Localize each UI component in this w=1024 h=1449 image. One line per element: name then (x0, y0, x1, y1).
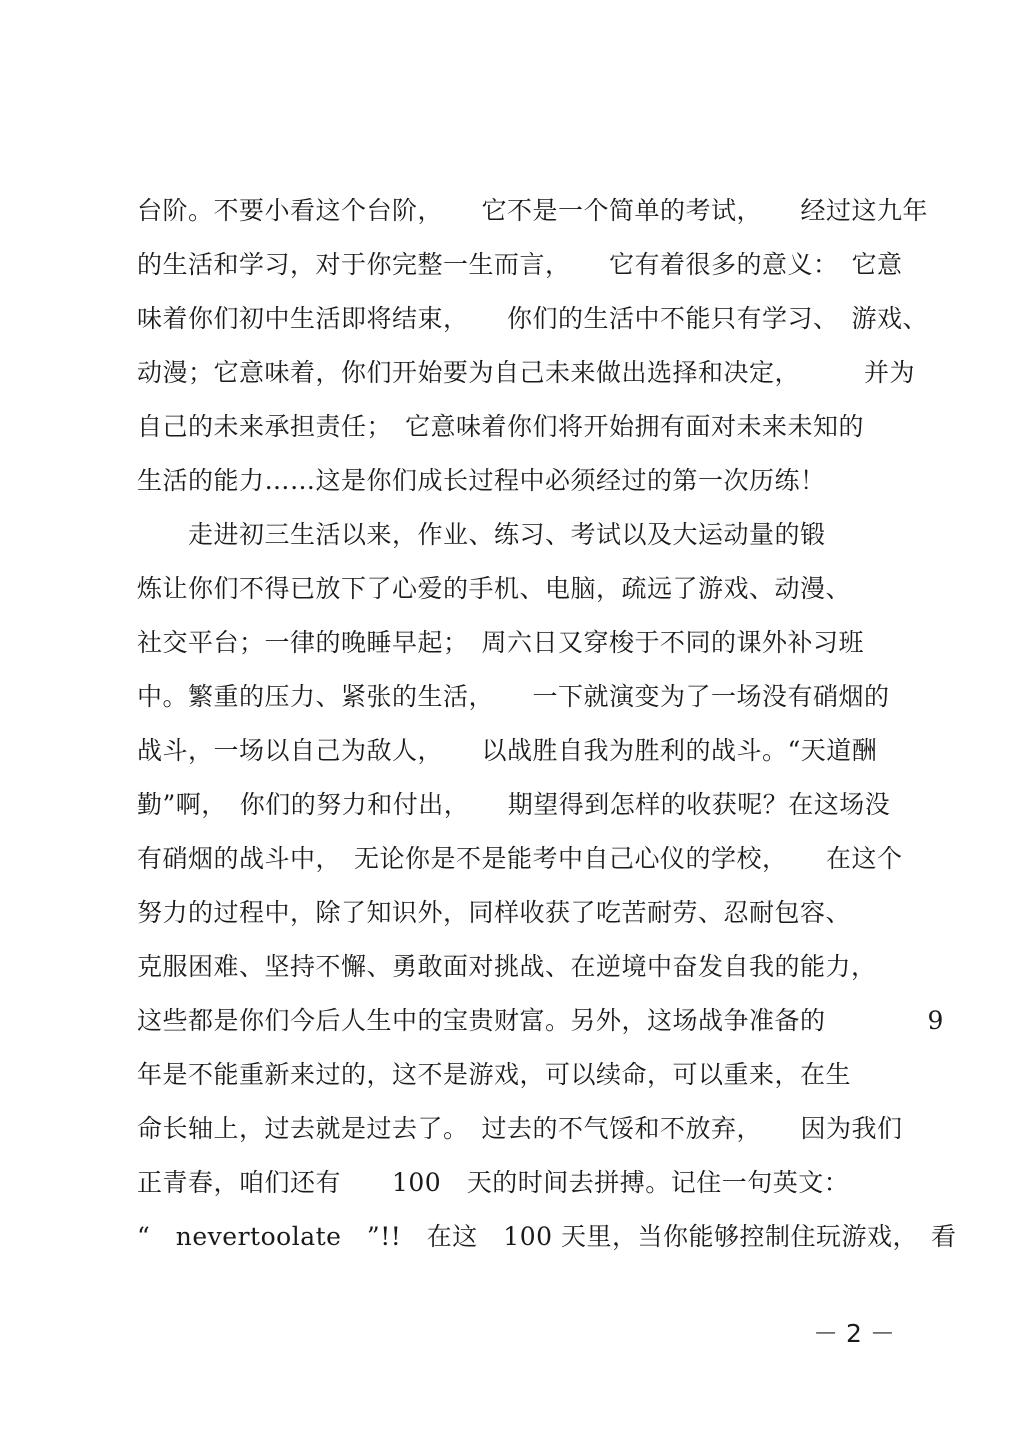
text-line-13: 有硝烟的战斗中， 无论你是不是能考中自己心仪的学校， 在这个 (137, 844, 903, 873)
page-number: － 2 － (813, 1319, 895, 1348)
text-line-1: 台阶。不要小看这个台阶， 它不是一个简单的考试， 经过这九年 (137, 196, 929, 225)
text-line-7: 走进初三生活以来，作业、练习、考试以及大运动量的锻 (137, 520, 826, 549)
text-line-3: 味着你们初中生活即将结束， 你们的生活中不能只有学习、 游戏、 (137, 304, 929, 333)
text-line-2: 的生活和学习，对于你完整一生而言， 它有着很多的意义： 它意 (137, 250, 903, 279)
text-line-8: 炼让你们不得已放下了心爱的手机、电脑，疏远了游戏、动漫、 (137, 574, 852, 603)
text-line-5: 自己的未来承担责任； 它意味着你们将开始拥有面对未来未知的 (137, 412, 865, 441)
text-line-11: 战斗，一场以自己为敌人， 以战胜自我为胜利的战斗。“天道酬 (137, 736, 878, 765)
text-line-15: 克服困难、坚持不懈、勇敢面对挑战、在逆境中奋发自我的能力， (137, 952, 877, 981)
text-line-17: 年是不能重新来过的，这不是游戏，可以续命，可以重来，在生 (137, 1060, 852, 1089)
text-line-6: 生活的能力……这是你们成长过程中必须经过的第一次历练！ (137, 466, 826, 495)
text-line-4: 动漫；它意味着，你们开始要为自己未来做出选择和决定， 并为 (137, 358, 916, 387)
text-line-20: “ nevertoolate ”!! 在这 100 天里，当你能够控制住玩游戏， 看 (137, 1222, 957, 1251)
text-line-12: 勤”啊， 你们的努力和付出， 期望得到怎样的收获呢？在这场没 (137, 790, 891, 819)
text-line-18: 命长轴上，过去就是过去了。 过去的不气馁和不放弃， 因为我们 (137, 1114, 903, 1143)
text-line-16: 这些都是你们今后人生中的宝贵财富。另外，这场战争准备的 9 (137, 1006, 944, 1035)
text-line-9: 社交平台；一律的晚睡早起； 周六日又穿梭于不同的课外补习班 (137, 628, 865, 657)
text-line-19: 正青春，咱们还有 100 天的时间去拼搏。记住一句英文： (137, 1168, 850, 1197)
text-line-14: 努力的过程中，除了知识外，同样收获了吃苦耐劳、忍耐包容、 (137, 898, 852, 927)
body-text (137, 184, 957, 1264)
text-line-10: 中。繁重的压力、紧张的生活， 一下就演变为了一场没有硝烟的 (137, 682, 890, 711)
